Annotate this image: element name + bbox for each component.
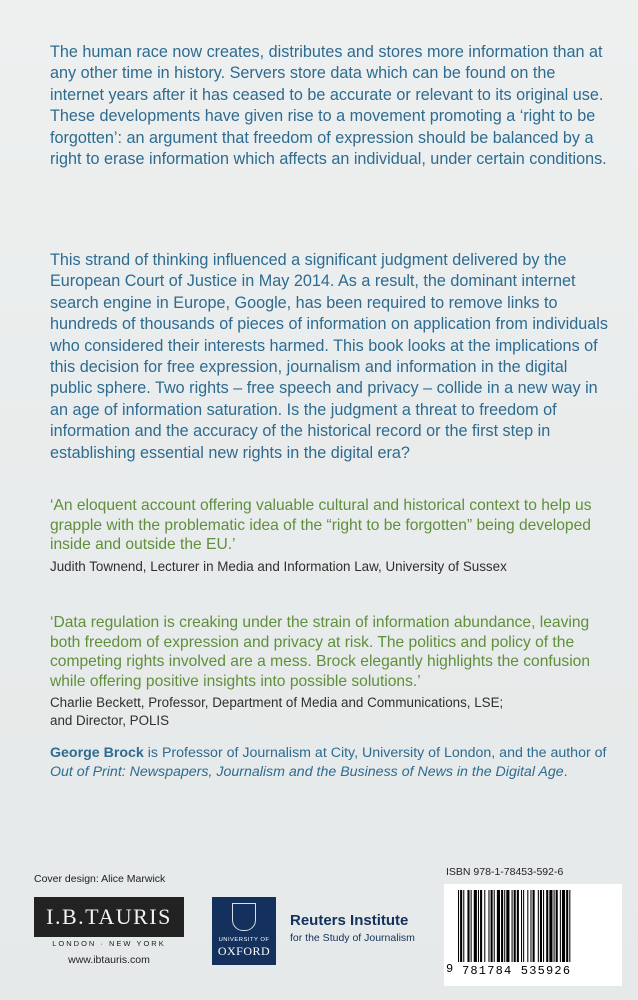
barcode-bar (554, 890, 555, 962)
oxford-crest-icon (232, 903, 256, 931)
author-name: George Brock (50, 745, 144, 761)
barcode-bar (543, 890, 544, 962)
endorsement-quote: ‘Data regulation is creaking under the strain of information abundance, leaving both freedom of expression and privacy at risk. The politics and policy of the competing rights involved are a mess. Brock elegantly highlights the confusion while offering positive insights into possible solutions.’ (50, 614, 591, 690)
isbn-number: ISBN 978-1-78453-592-6 (446, 866, 564, 878)
barcode-bar (569, 890, 570, 962)
barcode-bar (506, 890, 509, 962)
blurb-paragraph-2 (50, 250, 610, 464)
barcode-bar (497, 890, 500, 962)
barcode-bar (501, 890, 503, 962)
blurb-paragraph-1 (50, 42, 610, 170)
cover-design-credit: Cover design: Alice Marwick (34, 873, 166, 885)
barcode-bar (494, 890, 495, 962)
barcode-bar (546, 890, 548, 962)
barcode-bar (512, 890, 513, 962)
barcode-bars-icon (458, 890, 614, 962)
oxford-university-label: UNIVERSITY OF (218, 937, 270, 943)
publisher-logo-plate: I.B.TAURIS (34, 897, 184, 937)
publisher-logo (34, 897, 184, 966)
author-bio (50, 744, 610, 782)
barcode-bar (560, 890, 561, 962)
barcode (444, 884, 622, 986)
barcode-bar (463, 890, 464, 962)
barcode-bar (538, 890, 539, 962)
author-bio-text-1: is Professor of Journalism at City, University of London, and the author of (143, 745, 607, 761)
endorsement-attribution (50, 694, 615, 730)
endorsement-1 (50, 496, 615, 576)
author-bio-text-2: . (563, 764, 568, 781)
barcode-bar (540, 890, 542, 962)
blurb-text-2: This strand of thinking influenced a significant judgment delivered by the European Court of Justice in May 2014. As a result, the dominant internet search engine in Europe, Google, has been required to remove links to hundreds of thousands of pieces of information on application from individuals who considered their interests harmed. This book looks at the implications of this decision for free expression, journalism and information in the digital public sphere. Two rights – free speech and privacy – collide in a new way in an age of information saturation. Is the judgment a threat to freedom of information and the accuracy of the historical record or the first step in establishing essential new rights in the digital era? (50, 251, 608, 462)
endorsement-2 (50, 613, 615, 730)
barcode-bar (521, 890, 522, 962)
publisher-website: www.ibtauris.com (68, 954, 150, 966)
attribution-line-1: Charlie Beckett, Professor, Department of Media and Communications, LSE; (50, 695, 504, 711)
barcode-bar (491, 890, 493, 962)
blurb-text-1: The human race now creates, distributes and stores more information than at any other time in history. Servers store data which can be found on the internet years after it has ceased to be accurate or relevant to its original use. These developments have given rise to a movement promoting a ‘right to be forgotten’: an argument that freedom of expression should be balanced by a right to erase information which affects an individual, under certain conditions. (50, 43, 607, 169)
barcode-bar (566, 890, 568, 962)
endorsement-quote: ‘An eloquent account offering valuable cultural and historical context to help us grapple with the problematic idea of the “right to be forgotten” being developed inside and outside the EU.’ (50, 497, 592, 554)
endorsement-attribution: Judith Townend, Lecturer in Media and Information Law, University of Sussex (50, 558, 507, 574)
book-title: Out of Print: Newspapers, Journalism and the Business of News in the Digital Age (50, 764, 564, 781)
barcode-bar (488, 890, 489, 962)
barcode-bar (549, 890, 552, 962)
oxford-logo (212, 897, 276, 965)
barcode-first-digit: 9 (446, 962, 454, 976)
barcode-bar (556, 890, 558, 962)
barcode-digits: 781784 535926 (462, 964, 572, 978)
barcode-bar (527, 890, 528, 962)
barcode-bar (458, 890, 459, 962)
barcode-bar (504, 890, 505, 962)
oxford-name: OXFORD (217, 944, 271, 958)
publisher-places: LONDON · NEW YORK (52, 939, 166, 948)
reuters-institute-subtitle: for the Study of Journalism (290, 932, 415, 944)
barcode-bar (530, 890, 531, 962)
attribution-line-2: and Director, POLIS (50, 713, 170, 729)
reuters-institute-name: Reuters Institute (290, 912, 409, 929)
barcode-bar (517, 890, 519, 962)
barcode-bar (474, 890, 477, 962)
barcode-bar (480, 890, 482, 962)
barcode-bar (514, 890, 516, 962)
barcode-bar (562, 890, 565, 962)
barcode-bar (478, 890, 479, 962)
barcode-bar (471, 890, 472, 962)
barcode-bar (533, 890, 535, 962)
reuters-institute-logo (290, 912, 415, 944)
barcode-bar (523, 890, 524, 962)
barcode-bar (484, 890, 485, 962)
barcode-bar (460, 890, 462, 962)
barcode-bar (467, 890, 469, 962)
